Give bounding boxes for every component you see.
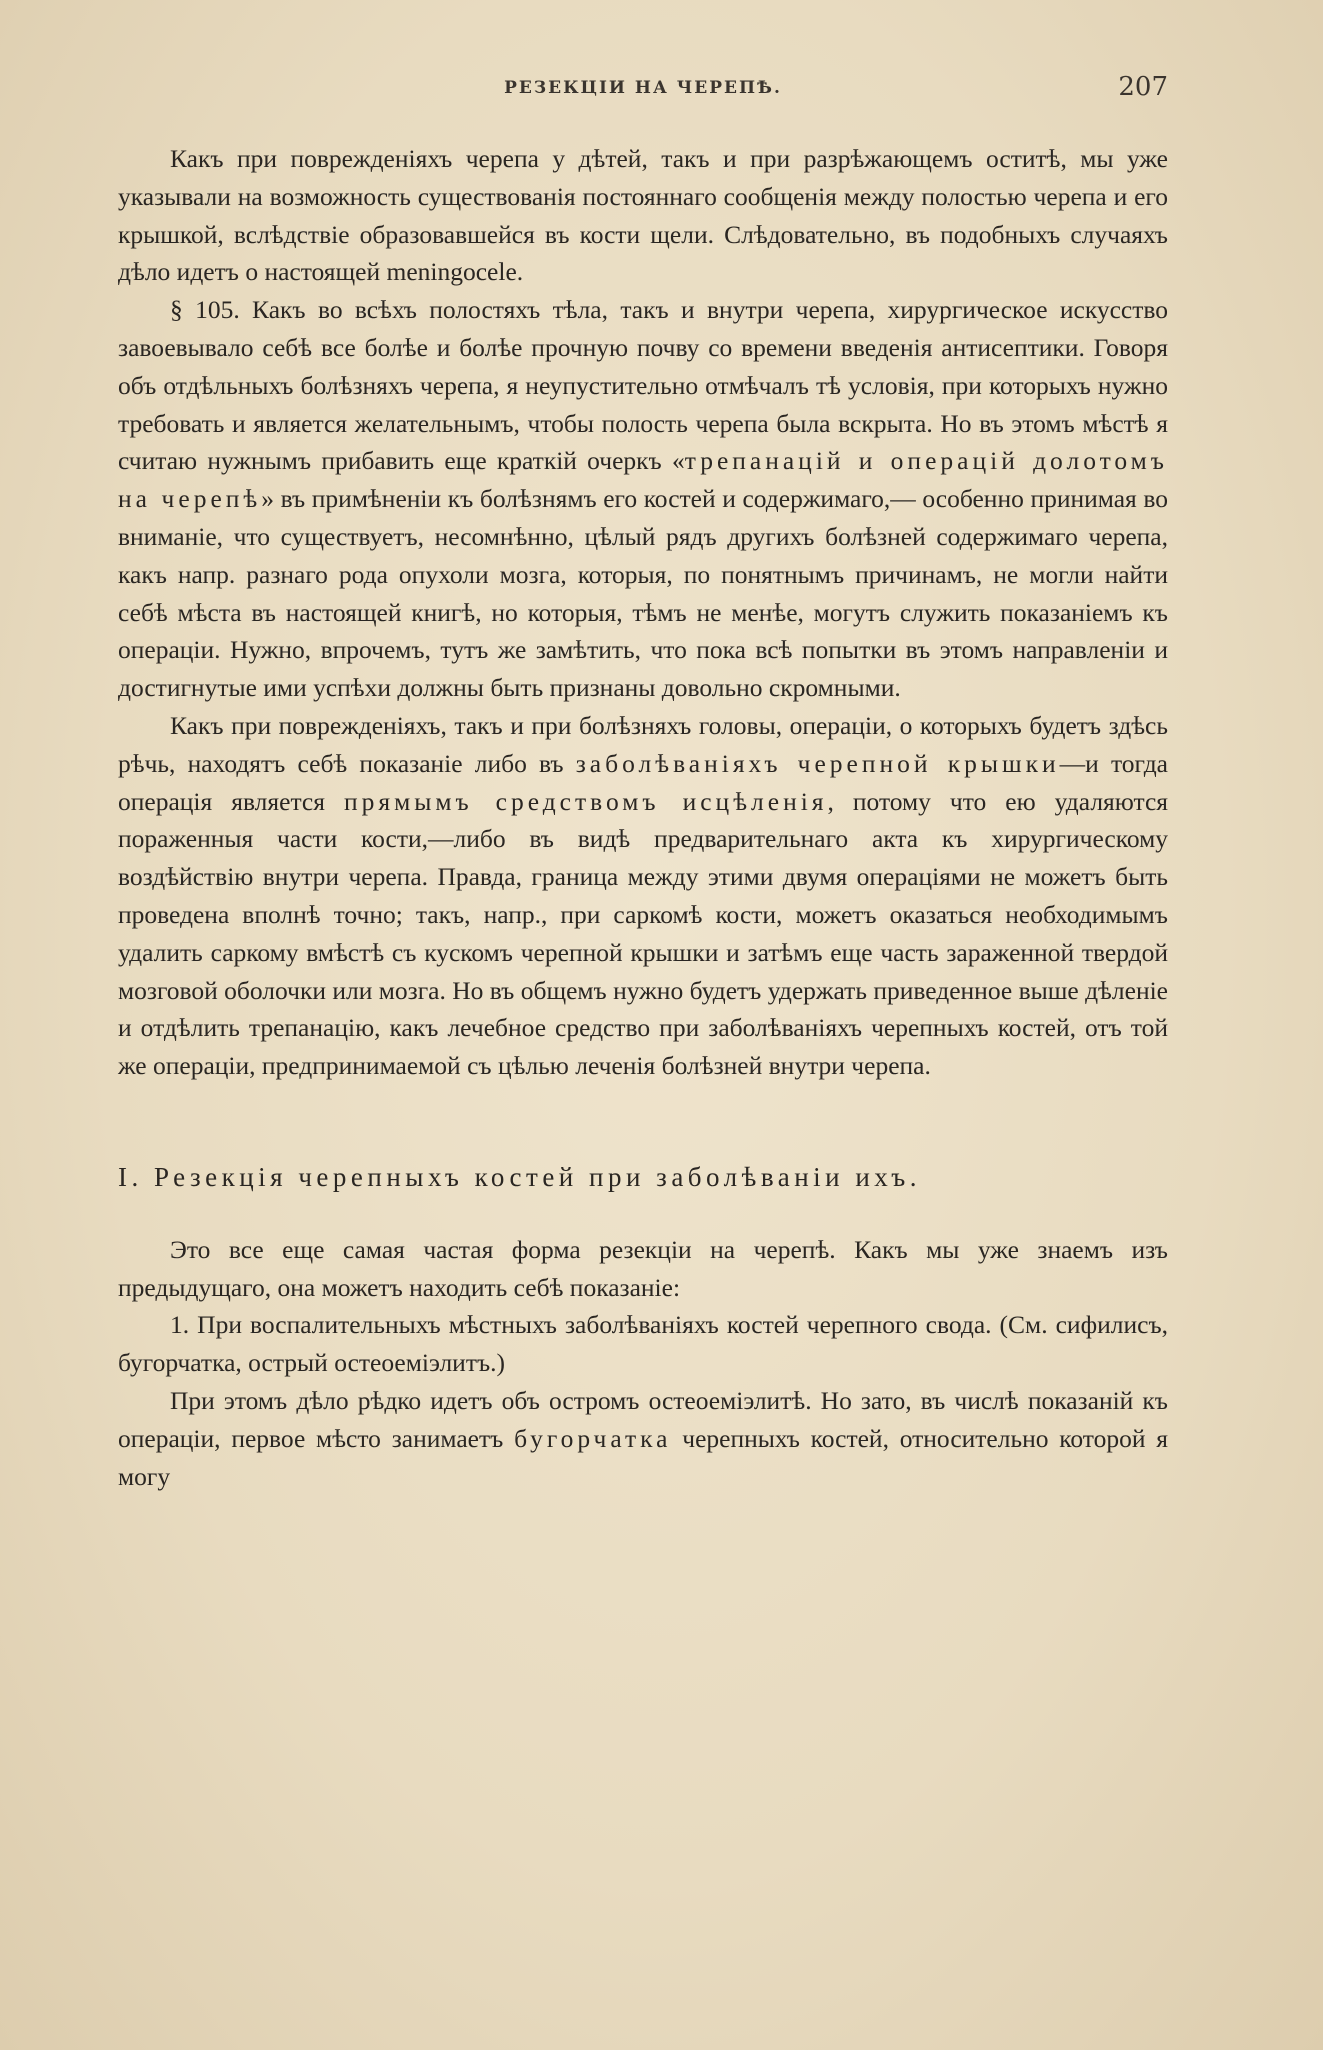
page-header [118, 72, 1168, 108]
paragraph-6-text-a: При этомъ дѣло рѣдко идетъ объ остромъ остеоеміэлитѣ. Но зато, въ числѣ показаній къ операціи, первое мѣсто занимаетъ [118, 1385, 1168, 1453]
paragraph-5: 1. При воспалительныхъ мѣстныхъ заболѣваніяхъ костей черепного свода. (См. сифилисъ, бугорчатка, острый остеоеміэлитъ.) [118, 1310, 1168, 1378]
body-text [118, 140, 1168, 1495]
paragraph-2-spaced-phrase: трепанацій и операцій долотомъ на черепѣ [118, 446, 1168, 514]
running-title: РЕЗЕКЦІИ НА ЧЕРЕПѢ. [504, 78, 782, 98]
paragraph-2-text-a: § 105. Какъ во всѣхъ полостяхъ тѣла, такъ и внутри черепа, хирургическое искусство завоевывало себѣ все болѣе и болѣе прочную почву со времени введенія антисептики. Говоря объ отдѣльныхъ болѣзняхъ черепа, я неупустительно отмѣчалъ тѣ условія, при которыхъ нужно требовать и является желательнымъ, чтобы полость черепа была вскрыта. Но въ этомъ мѣстѣ я считаю нужнымъ прибавить еще краткій очеркъ « [118, 295, 1168, 476]
paragraph-3-spaced-phrase-2: прямымъ средствомъ исцѣленія [343, 786, 828, 816]
paragraph-6-spaced-word: бугорчатка [514, 1423, 672, 1453]
paragraph-2 [118, 291, 1168, 707]
paragraph-3-text-a: Какъ при поврежденіяхъ, такъ и при болѣзняхъ головы, операціи, о которыхъ будетъ здѣсь рѣчь, находятъ себѣ показаніе либо въ [118, 710, 1168, 778]
paragraph-3 [118, 707, 1168, 1085]
paragraph-3-text-c: —и тогда операція является [118, 748, 1168, 816]
paragraph-4: Это все еще самая частая форма резекціи на черепѣ. Какъ мы уже знаемъ изъ предыдущаго, она можетъ находить себѣ показаніе: [118, 1234, 1168, 1302]
paragraph-3-spaced-phrase-1: заболѣваніяхъ черепной крышки [575, 748, 1060, 778]
section-heading: I. Резекція черепныхъ костей при заболѣваніи ихъ. [118, 1161, 921, 1192]
paragraph-6-text-c: черепныхъ костей, относительно которой я могу [118, 1423, 1169, 1491]
paragraph-1: Какъ при поврежденіяхъ черепа у дѣтей, такъ и при разрѣжающемъ оститѣ, мы уже указывали на возможность существованія постояннаго сообщенія между полостью черепа и его крышкой, вслѣдствіе образовавшейся въ кости щели. Слѣдовательно, въ подобныхъ случаяхъ дѣло идетъ о настоящей meningocele. [118, 144, 1168, 287]
paragraph-2-text-c: » въ примѣненіи къ болѣзнямъ его костей и содержимаго,— особенно принимая во вниманіе, что существуетъ, несомнѣнно, цѣлый рядъ другихъ болѣзней содержимаго черепа, какъ напр. разнаго рода опухоли мозга, которыя, по понятнымъ причинамъ, не могли найти себѣ мѣста въ настоящей книгѣ, но которыя, тѣмъ не менѣе, могутъ служить показаніемъ къ операціи. Нужно, впрочемъ, тутъ же замѣтить, что пока всѣ попытки въ этомъ направленіи и достигнутые ими успѣхи должны быть признаны довольно скромными. [118, 484, 1168, 703]
page-number: 207 [1118, 72, 1168, 102]
paragraph-6 [118, 1382, 1168, 1495]
paragraph-3-text-e: , потому что ею удаляются пораженныя части кости,—либо въ видѣ предварительнаго акта къ хирургическому воздѣйствію внутри черепа. Правда, граница между этими двумя операціями не можетъ быть проведена вполнѣ точно; такъ, напр., при саркомѣ кости, можетъ оказаться необходимымъ удалить саркому вмѣстѣ съ кускомъ черепной крышки и затѣмъ еще часть зараженной твердой мозговой оболочки или мозга. Но въ общемъ нужно будетъ удержать приведенное выше дѣленіе и отдѣлить трепанацію, какъ лечебное средство при заболѣваніяхъ черепныхъ костей, отъ той же операціи, предпринимаемой съ цѣлью леченія болѣзней внутри черепа. [118, 786, 1168, 1081]
